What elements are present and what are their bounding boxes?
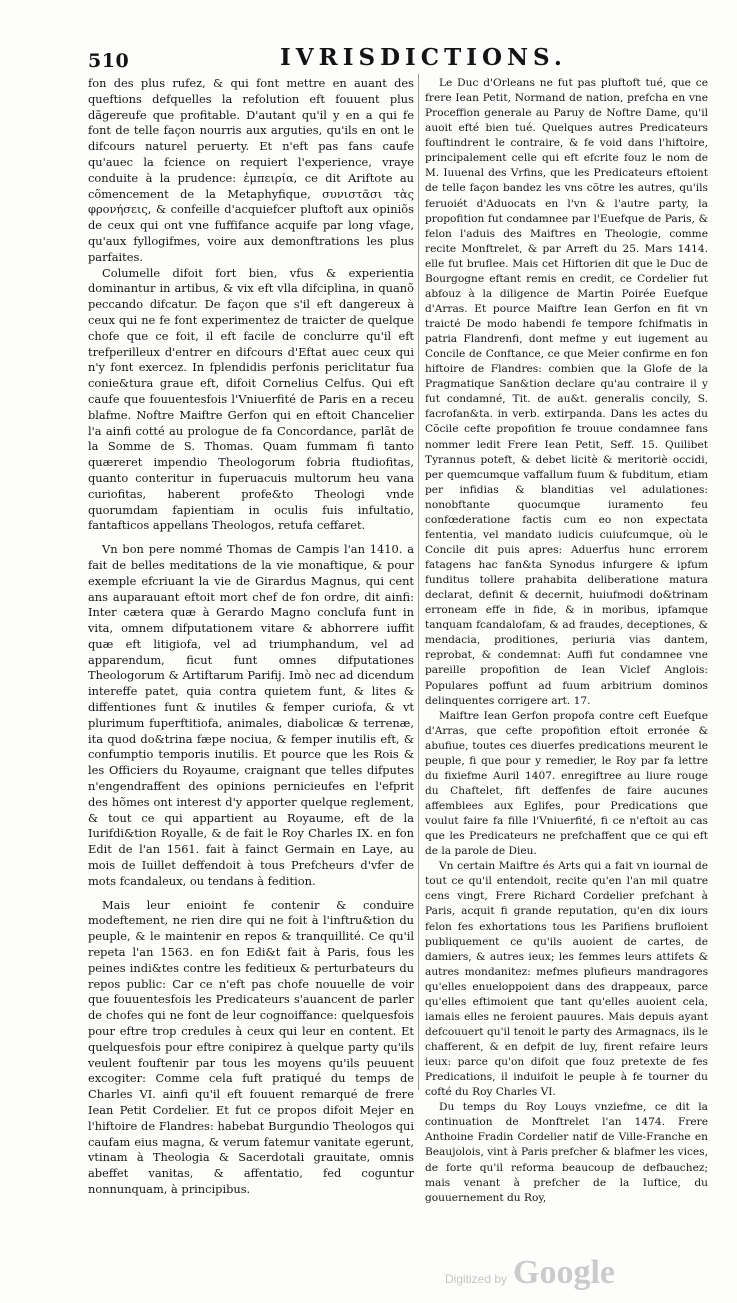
left-column <box>88 76 414 1198</box>
left-paragraph-3: Vn bon pere nommé Thomas de Campis l'an 1410. a fait de belles meditations de la vie monaftique, & pour exemple efcriuant la vie de Girardus Magnus, qui cent ans auparauant eftoit mort chef de fon ordre, dit ainfi: Inter cætera quæ à Gerardo Magno conclufa funt in vita, omnem difputationem vitare & abhorrere iuffit quæ eft litigiofa, vel ad triumphandum, vel ad apparendum, ficut funt omnes difputationes Theologorum & Artiftarum Parifij. Imò nec ad dicendum intereffe patet, quia contra quietem funt, & lites & diffentiones funt & inutiles & femper curiofa, & vt plurimum fuperftitiofa, animales, diabolicæ & terrenæ, ita quod do&trina fæpe nociua, & femper inutilis eft, & confumptio temporis inutilis. Et pource que les Rois & les Officiers du Royaume, craignant que telles difputes n'engendraffent des opinions pernicieufes en l'efprit des hõmes ont interest d'y apporter quelque reglement, & tout ce qui appartient au Royaume, eft de la Iurifdi&tion Royalle, & de fait le Roy Charles IX. en fon Edit de l'an 1561. fait à fainct Germain en Laye, au mois de Iuillet deffendoit à tous Prefcheurs d'vfer de mots fcandaleux, ou tendans à fedition. <box>88 542 414 888</box>
left-paragraph-2: Columelle difoit fort bien, vfus & experientia dominantur in artibus, & vix eft vlla difciplina, in quanõ peccando difcatur. De façon que s'il eft dangereux à ceux qui ne fe font experimentez de traicter de quelque chofe que ce foit, il eft facile de conclurre qu'il eft trefperilleux d'entrer en difcours d'Eftat auec ceux qui n'y font exercez. In fplendidis perfonis periclitatur fua conie&tura graue eft, difoit Cornelius Celfus. Qui eft caufe que fouuentesfois l'Vniuerfité de Paris en a receu blafme. Noftre Maiftre Gerfon qui en eftoit Chancelier l'a ainfi cotté au prologue de fa Concordance, parlãt de la Somme de S. Thomas. Quam fummam fi tanto quæreret impendio Theologorum fobria ftudiofitas, quanto conteritur in fuperuacuis multorum heu vana curiofitas, haberent profe&to Theologi vnde quorumdam fapientiam in oculis fuis infultatio, fantafticos appellans Theologos, retufa ceffaret. <box>88 265 414 533</box>
right-paragraph-4: Du temps du Roy Louys vnziefme, ce dit la continuation de Monftrelet l'an 1474. Frere Anthoine Fradin Cordelier natif de Ville-Franche en Beaujolois, vint à Paris prefcher & blafmer les vices, de forte qu'il reforma beaucoup de defbauchez; mais venant à prefcher de la Iuftice, du gouuernement du Roy, <box>425 1101 708 1204</box>
column-gutter <box>418 74 419 1090</box>
right-paragraph-2: Maiftre Iean Gerfon propofa contre ceft Euefque d'Arras, que cefte propofition eftoit erronée & abufiue, toutes ces diuerfes predications meurent le peuple, fi que pour y remedier, le Roy par fa lettre du fixiefme Auril 1407. enregiftree au liure rouge du Chaftelet, fift deffenfes de faire aucunes affemblees aux Eglifes, pour Predications que voulut faire fa fille l'Vniuerfité, fi ce n'eftoit au cas que les Predicateurs ne prefchaffent que ce qui eft de la parole de Dieu. <box>425 709 708 858</box>
running-title: IVRISDICTIONS. <box>280 44 567 71</box>
digitized-watermark <box>445 1254 615 1292</box>
right-column <box>425 76 708 1206</box>
right-paragraph-1: Le Duc d'Orleans ne fut pas pluftoft tué, que ce frere Iean Petit, Normand de nation, prefcha en vne Proceffion generale au Paruy de Noftre Dame, qu'il auoit efté bien tué. Quelques autres Predicateurs fouftindrent le contraire, & fe void dans l'hiftoire, principalement celle qui eft efcrite fouz le nom de M. Iuuenal des Vrfins, que les Predicateurs eftoient de telle façon bandez les vns cõtre les autres, qu'ils feruoiét d'Aduocats en l'vn & l'autre party, la propofition fut condamnee par l'Euefque de Paris, & felon l'aduis des Maiftres en Theologie, comme recite Monftrelet, & par Arreft du 25. Mars 1414. elle fut bruflee. Mais cet Hiftorien dit que le Duc de Bourgogne eftant remis en credit, ce Cordelier fut abfouz à la diligence de Martin Poirée Euefque d'Arras. Et pource Maiftre Iean Gerfon en fit vn traicté De modo habendi fe tempore fchifmatis in patria Flandrenfi, dont mefme y eut iugement au Concile de Conftance, ce que Meier confirme en fon hiftoire de Flandres: combien que la Glofe de la Pragmatique San&tion declare qu'au contraire il y fut condamné, Tit. de au&t. generalis concily, S. facrofan&ta. in verb. extirpanda. Dans les actes du Cõcile cefte propofition fe trouue condamnee fans nommer ledit Frere Iean Petit, Seff. 15. Quilibet Tyrannus poteft, & debet licitè & meritoriè occidi, per quemcumque vaffallum fuum & fubditum, etiam per infidias & blanditias vel adulationes: nonobftante quocumque iuramento feu confœderatione factis cum eo non expectata fententia, vel mandato iudicis cuiufcumque, où le Concile dit puis apres: Aduerfus hunc errorem fatagens hac fan&ta Synodus infurgere & ipfum funditus tollere prahabita deliberatione matura declarat, definit & decernit, huiufmodi do&trinam erroneam effe in fide, & in moribus, ipfamque tanquam fcandalofam, & ad fraudes, deceptiones, & mendacia, proditiones, periuria vias dantem, reprobat, & condemnat: Auffi fut condamnee vne pareille propofition de Iean Viclef Anglois: Populares poffunt ad fuum arbitrium dominos delinquentes corrigere art. 17. <box>425 77 708 707</box>
google-logo: Google <box>513 1254 616 1291</box>
right-paragraph-3: Vn certain Maiftre és Arts qui a fait vn iournal de tout ce qu'il entendoit, recite qu'en l'an mil quatre cens vingt, Frere Richard Cordelier prefchant à Paris, acquit fi grande reputation, qu'en dix iours felon fes exhortations tous les Parifiens brufloient publiquement ce qu'ils auoient de cartes, de damiers, & autres ieux; les femmes leurs attifets & autres mondanitez: mefmes plufieurs mandragores qu'elles enueloppoient dans des drappeaux, parce qu'elles eftimoient que tant qu'elles auoient cela, iamais elles ne feroient pauures. Mais depuis ayant defcouuert qu'il tenoit le party des Armagnacs, ils le chafferent, & en defpit de luy, firent refaire leurs ieux: parce qu'on difoit que fouz pretexte de fes Predications, il induifoit le peuple à fe tourner du cofté du Roy Charles VI. <box>425 860 708 1099</box>
page-number: 510 <box>88 50 130 72</box>
left-paragraph-1: fon des plus rufez, & qui font mettre en auant des queftions defquelles la refolution eft fouuent plus dãgereufe que profitable. D'autant qu'il y en a qui fe font de telle façon nourris aux arguties, qu'ils en ont le difcours naturel peruerty. Et n'eft pas fans caufe qu'auec la fcience on requiert l'experience, vraye conduite à la prudence: ἐμπειρία, ce dit Ariftote au cõmencement de la Metaphyfique, συνιστᾶσι τὰς φρονήσεις, & confeille d'acquiefcer pluftoft aux opiniõs de ceux qui ont vne fuffifance acquife par long vfage, qu'aux fyllogifmes, voire aux demonftrations les plus parfaites. <box>88 76 414 264</box>
left-paragraph-4: Mais leur enioint fe contenir & conduire modeftement, ne rien dire qui ne foit à l'inftru&tion du peuple, & le maintenir en repos & tranquillité. Ce qu'il repeta l'an 1563. en fon Edi&t fait à Paris, fous les peines indi&tes contre les feditieux & perturbateurs du repos public: Car ce n'eft pas chofe nouuelle de voir que fouuentesfois les Predicateurs s'auancent de parler de chofes qui ne font de leur cognoiffance: quelquesfois pour eftre trop credules à ceux qui leur en content. Et quelquesfois pour eftre conipirez à quelque party qu'ils veulent fouftenir par tous les moyens qu'ils peuuent excogiter: Comme cela fuft pratiqué du temps de Charles VI. ainfi qu'il eft fouuent remarqué de frere Iean Petit Cordelier. Et fut ce propos difoit Mejer en l'hiftoire de Flandres: habebat Burgundio Theologos qui caufam eius magna, & verum fatemur vanitate egerunt, vtinam à Theologia & Sacerdotali grauitate, omnis abeffet vanitas, & affentatio, fed coguntur nonnunquam, à principibus. <box>88 897 414 1196</box>
digitized-by-label: Digitized by <box>445 1272 508 1286</box>
